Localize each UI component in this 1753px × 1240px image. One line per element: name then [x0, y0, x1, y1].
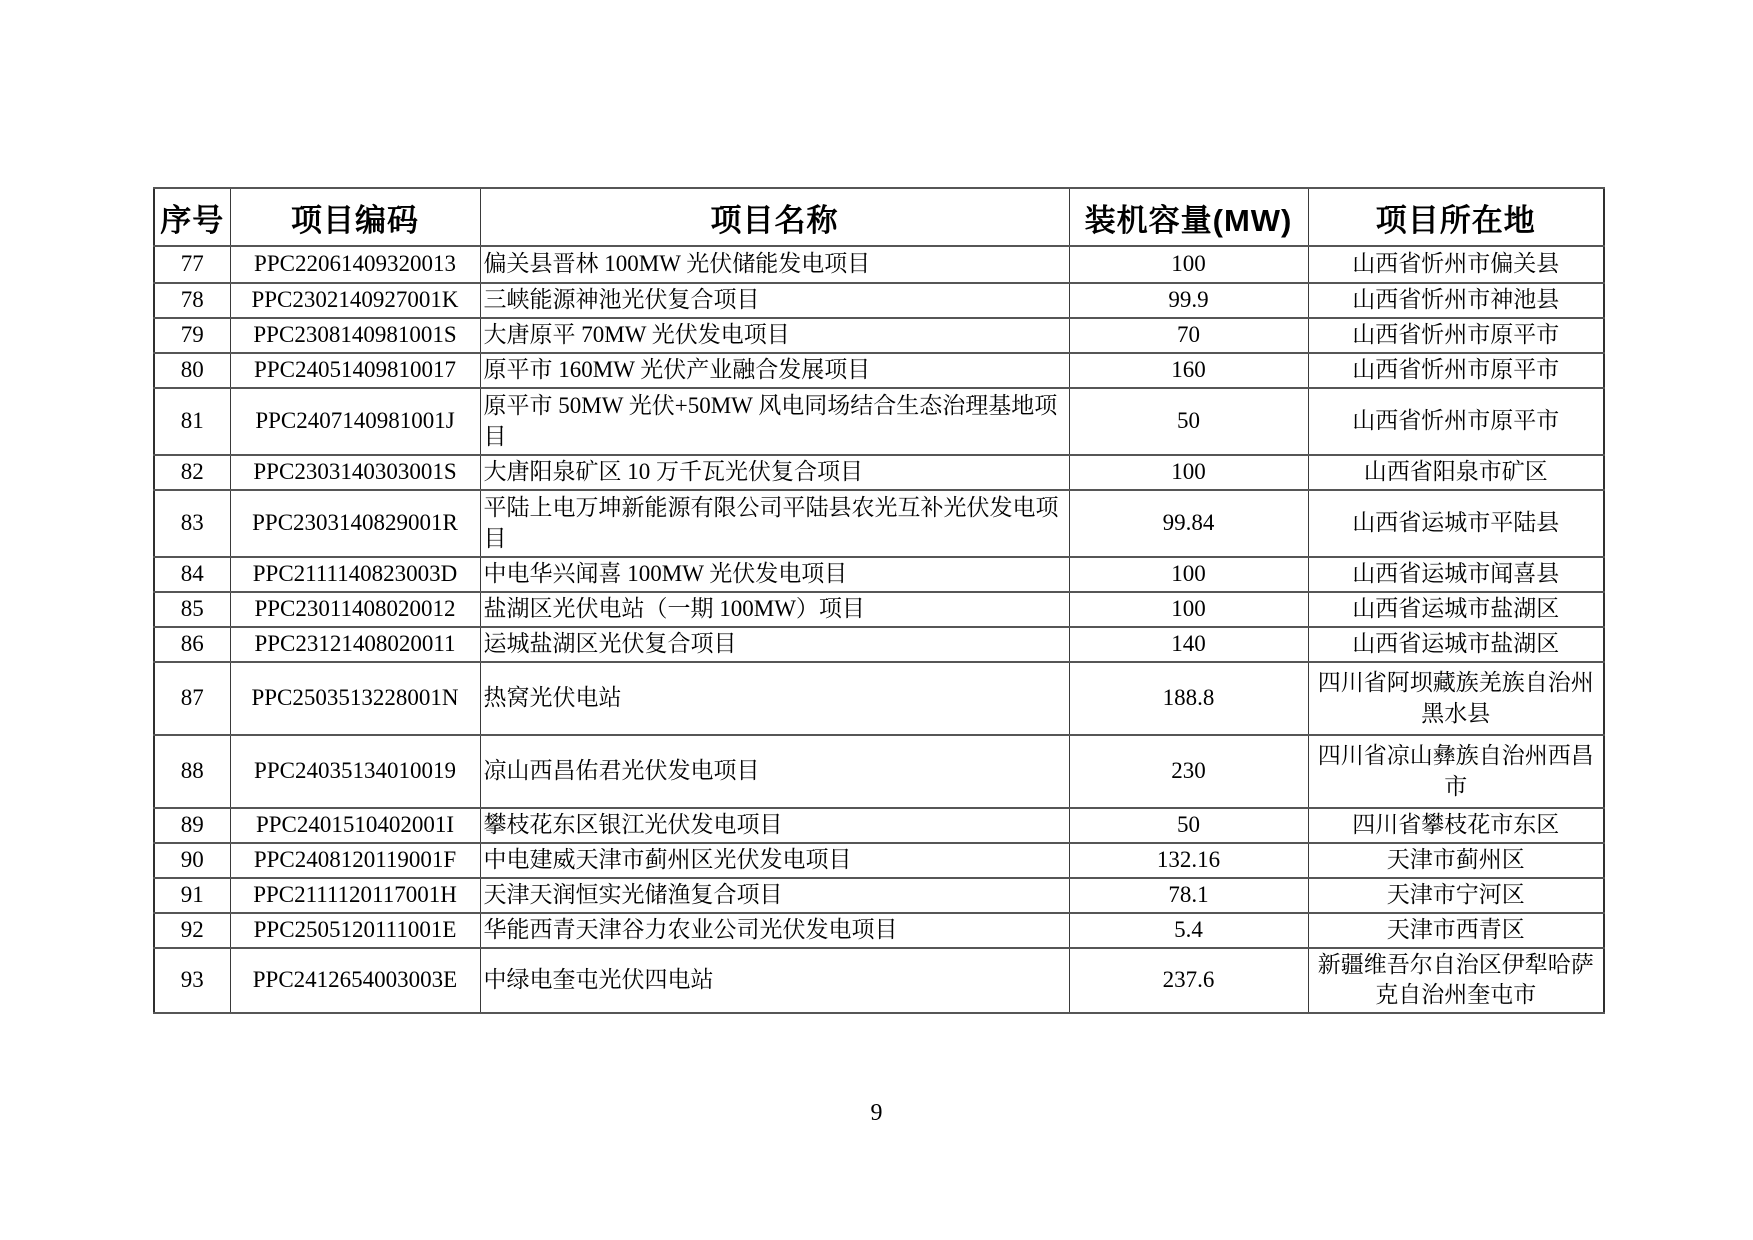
project-code-cell: PPC22061409320013	[230, 246, 480, 283]
capacity-cell: 230	[1069, 735, 1308, 808]
row-number-cell: 80	[154, 353, 230, 388]
project-code-cell: PPC2111120117001H	[230, 878, 480, 913]
row-number-cell: 82	[154, 455, 230, 490]
project-name-cell: 运城盐湖区光伏复合项目	[480, 627, 1069, 662]
project-code-cell: PPC2412654003003E	[230, 948, 480, 1013]
table-row	[154, 246, 1604, 283]
location-cell: 四川省攀枝花市东区	[1308, 808, 1604, 843]
capacity-cell: 78.1	[1069, 878, 1308, 913]
table-row	[154, 808, 1604, 843]
row-number-cell: 84	[154, 557, 230, 592]
project-name-cell: 中电建威天津市蓟州区光伏发电项目	[480, 843, 1069, 878]
table-row	[154, 948, 1604, 1013]
header-project-location: 项目所在地	[1308, 188, 1604, 246]
project-name-cell: 原平市 160MW 光伏产业融合发展项目	[480, 353, 1069, 388]
capacity-cell: 99.9	[1069, 283, 1308, 318]
row-number-cell: 78	[154, 283, 230, 318]
project-name-cell: 大唐阳泉矿区 10 万千瓦光伏复合项目	[480, 455, 1069, 490]
header-project-code: 项目编码	[230, 188, 480, 246]
table-row	[154, 913, 1604, 948]
row-number-cell: 81	[154, 388, 230, 455]
project-code-cell: PPC2505120111001E	[230, 913, 480, 948]
row-number-cell: 87	[154, 662, 230, 735]
capacity-cell: 100	[1069, 246, 1308, 283]
location-cell: 天津市蓟州区	[1308, 843, 1604, 878]
row-number-cell: 88	[154, 735, 230, 808]
location-cell: 山西省运城市闻喜县	[1308, 557, 1604, 592]
table-row	[154, 490, 1604, 557]
row-number-cell: 85	[154, 592, 230, 627]
location-cell: 四川省凉山彝族自治州西昌市	[1308, 735, 1604, 808]
location-cell: 山西省忻州市偏关县	[1308, 246, 1604, 283]
location-cell: 山西省运城市盐湖区	[1308, 627, 1604, 662]
row-number-cell: 92	[154, 913, 230, 948]
table-row	[154, 455, 1604, 490]
project-name-cell: 攀枝花东区银江光伏发电项目	[480, 808, 1069, 843]
project-code-cell: PPC23121408020011	[230, 627, 480, 662]
capacity-cell: 100	[1069, 557, 1308, 592]
header-installed-capacity: 装机容量(MW)	[1069, 188, 1308, 246]
row-number-cell: 79	[154, 318, 230, 353]
project-name-cell: 盐湖区光伏电站（一期 100MW）项目	[480, 592, 1069, 627]
table-body	[154, 246, 1604, 1013]
table-row	[154, 843, 1604, 878]
location-cell: 天津市宁河区	[1308, 878, 1604, 913]
table-row	[154, 388, 1604, 455]
location-cell: 山西省阳泉市矿区	[1308, 455, 1604, 490]
project-code-cell: PPC24035134010019	[230, 735, 480, 808]
project-name-cell: 原平市 50MW 光伏+50MW 风电同场结合生态治理基地项目	[480, 388, 1069, 455]
table-row	[154, 662, 1604, 735]
row-number-cell: 89	[154, 808, 230, 843]
project-code-cell: PPC2308140981001S	[230, 318, 480, 353]
project-name-cell: 天津天润恒实光储渔复合项目	[480, 878, 1069, 913]
capacity-cell: 5.4	[1069, 913, 1308, 948]
project-name-cell: 偏关县晋林 100MW 光伏储能发电项目	[480, 246, 1069, 283]
location-cell: 山西省忻州市原平市	[1308, 353, 1604, 388]
project-code-cell: PPC2303140303001S	[230, 455, 480, 490]
project-code-cell: PPC2111140823003D	[230, 557, 480, 592]
table-row	[154, 353, 1604, 388]
project-name-cell: 华能西青天津谷力农业公司光伏发电项目	[480, 913, 1069, 948]
capacity-cell: 50	[1069, 808, 1308, 843]
projects-table	[153, 187, 1605, 1014]
page-number: 9	[870, 1100, 883, 1126]
project-code-cell: PPC23011408020012	[230, 592, 480, 627]
project-code-cell: PPC2303140829001R	[230, 490, 480, 557]
table-row	[154, 735, 1604, 808]
project-name-cell: 中绿电奎屯光伏四电站	[480, 948, 1069, 1013]
capacity-cell: 237.6	[1069, 948, 1308, 1013]
table-header	[154, 188, 1604, 246]
projects-table-container	[153, 187, 1603, 1014]
capacity-cell: 100	[1069, 455, 1308, 490]
header-row	[154, 188, 1604, 246]
location-cell: 新疆维吾尔自治区伊犁哈萨克自治州奎屯市	[1308, 948, 1604, 1013]
project-code-cell: PPC2401510402001I	[230, 808, 480, 843]
project-code-cell: PPC2302140927001K	[230, 283, 480, 318]
row-number-cell: 93	[154, 948, 230, 1013]
location-cell: 山西省忻州市原平市	[1308, 318, 1604, 353]
capacity-cell: 100	[1069, 592, 1308, 627]
table-row	[154, 878, 1604, 913]
capacity-cell: 140	[1069, 627, 1308, 662]
location-cell: 山西省忻州市原平市	[1308, 388, 1604, 455]
table-row	[154, 283, 1604, 318]
row-number-cell: 83	[154, 490, 230, 557]
row-number-cell: 86	[154, 627, 230, 662]
capacity-cell: 132.16	[1069, 843, 1308, 878]
project-code-cell: PPC2408120119001F	[230, 843, 480, 878]
location-cell: 山西省运城市盐湖区	[1308, 592, 1604, 627]
project-code-cell: PPC24051409810017	[230, 353, 480, 388]
row-number-cell: 90	[154, 843, 230, 878]
header-project-name: 项目名称	[480, 188, 1069, 246]
table-row	[154, 557, 1604, 592]
project-name-cell: 凉山西昌佑君光伏发电项目	[480, 735, 1069, 808]
table-row	[154, 592, 1604, 627]
capacity-cell: 99.84	[1069, 490, 1308, 557]
capacity-cell: 70	[1069, 318, 1308, 353]
location-cell: 天津市西青区	[1308, 913, 1604, 948]
table-row	[154, 627, 1604, 662]
table-row	[154, 318, 1604, 353]
location-cell: 四川省阿坝藏族羌族自治州黑水县	[1308, 662, 1604, 735]
project-code-cell: PPC2407140981001J	[230, 388, 480, 455]
project-name-cell: 大唐原平 70MW 光伏发电项目	[480, 318, 1069, 353]
capacity-cell: 50	[1069, 388, 1308, 455]
project-code-cell: PPC2503513228001N	[230, 662, 480, 735]
project-name-cell: 热窝光伏电站	[480, 662, 1069, 735]
project-name-cell: 三峡能源神池光伏复合项目	[480, 283, 1069, 318]
capacity-cell: 160	[1069, 353, 1308, 388]
project-name-cell: 中电华兴闻喜 100MW 光伏发电项目	[480, 557, 1069, 592]
location-cell: 山西省运城市平陆县	[1308, 490, 1604, 557]
project-name-cell: 平陆上电万坤新能源有限公司平陆县农光互补光伏发电项目	[480, 490, 1069, 557]
location-cell: 山西省忻州市神池县	[1308, 283, 1604, 318]
row-number-cell: 77	[154, 246, 230, 283]
header-serial-number: 序号	[154, 188, 230, 246]
capacity-cell: 188.8	[1069, 662, 1308, 735]
row-number-cell: 91	[154, 878, 230, 913]
